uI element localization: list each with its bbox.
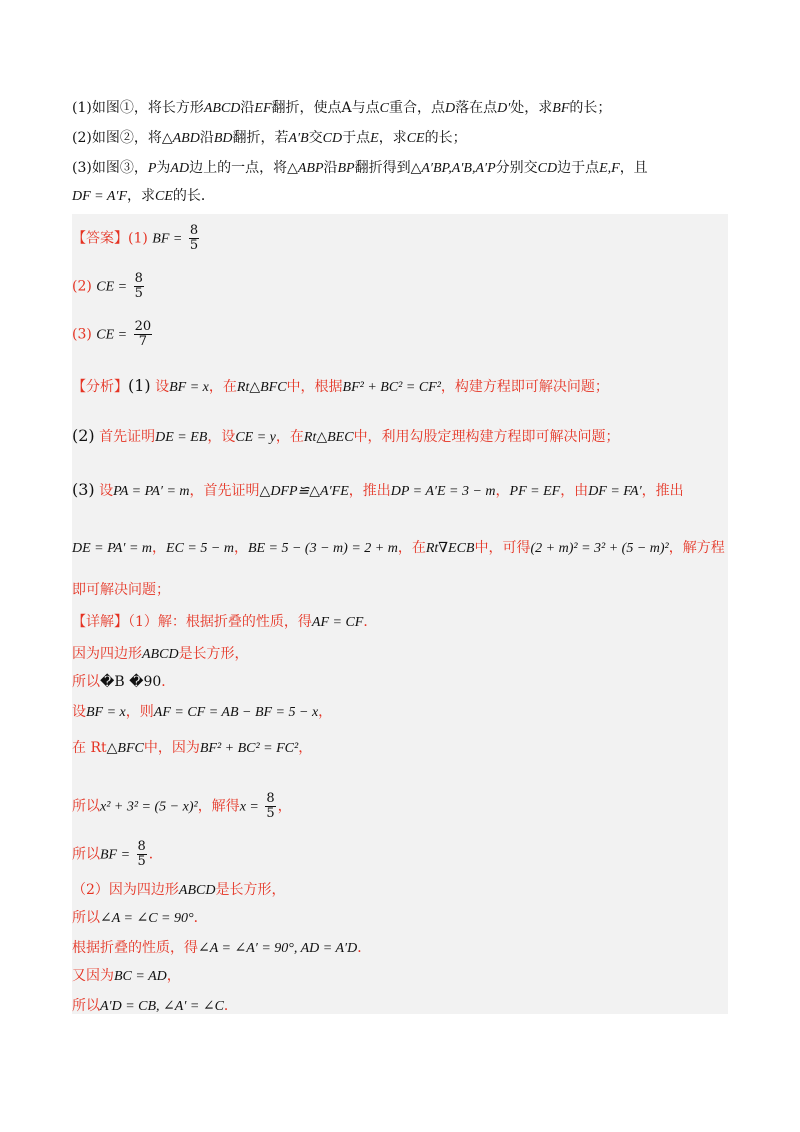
analysis-text: ，由 xyxy=(560,483,589,499)
fraction-denominator: 5 xyxy=(189,238,199,253)
answer-2 xyxy=(72,272,146,301)
analysis-text: ，在 xyxy=(275,429,304,445)
detail-11 xyxy=(72,966,181,987)
q1-text: 的长； xyxy=(569,100,612,116)
q1-math: EF xyxy=(254,101,272,116)
answer-1 xyxy=(72,224,201,253)
analysis-math: DF = FA′ xyxy=(588,484,642,499)
fraction-numerator: 8 xyxy=(134,271,143,286)
fraction xyxy=(134,320,153,349)
detail-math: A′D = CB, ∠A′ = ∠C xyxy=(100,999,224,1014)
analysis-text: 中，利用勾股定理构建方程即可解决问题； xyxy=(353,429,620,445)
fraction-denominator: 5 xyxy=(266,806,275,821)
detail-4 xyxy=(72,702,332,723)
analysis-text: ，设 xyxy=(207,429,236,445)
analysis-3-line-2 xyxy=(72,538,725,559)
analysis-3-line-3 xyxy=(72,580,170,600)
answer-3 xyxy=(72,320,154,349)
analysis-3-line-1 xyxy=(72,480,684,502)
analysis-text: 即可解决问题； xyxy=(72,582,170,598)
analysis-math: BE = 5 − (3 − m) = 2 + m xyxy=(247,541,398,556)
answer-math: CE = xyxy=(96,327,128,343)
fraction-numerator: 20 xyxy=(134,319,152,334)
analysis-math: Rt△BFC xyxy=(236,380,287,395)
detail-math: �B �90 xyxy=(100,674,162,690)
q3-text: 翻折得到 xyxy=(354,160,411,176)
analysis-text: ，在 xyxy=(397,540,426,556)
q1-math: D xyxy=(444,101,456,116)
detail-text: ， xyxy=(318,704,333,720)
analysis-2 xyxy=(72,426,620,448)
fraction xyxy=(189,224,199,253)
q3-math: E,F xyxy=(599,161,620,176)
detail-math: x = xyxy=(239,799,259,815)
q2-text: 翻折，若 xyxy=(232,130,289,146)
detail-text: 中，因为 xyxy=(143,740,200,756)
q2-text: ，求 xyxy=(378,130,407,146)
analysis-text: ， xyxy=(495,483,510,499)
q3-math: BP xyxy=(337,161,355,176)
q3-math: CE xyxy=(155,189,173,204)
detail-text: 是长方形， xyxy=(178,646,249,662)
fraction-numerator: 8 xyxy=(189,223,199,238)
analysis-text: ，解方程 xyxy=(668,540,725,556)
detail-math: ABCD xyxy=(142,647,179,662)
q2-math: CE xyxy=(406,131,425,146)
q1-math: ABCD xyxy=(203,101,241,116)
q1-math: D′ xyxy=(497,101,511,116)
question-3-line-2 xyxy=(72,186,215,207)
detail-math: BF² + BC² = FC² xyxy=(199,741,299,756)
detail-text: 又因为 xyxy=(72,968,114,984)
q3-math: P xyxy=(147,161,157,176)
analysis-math: DP = A′E = 3 − m xyxy=(390,484,496,499)
question-3-line-1 xyxy=(72,158,648,179)
detail-math: AF = CF = AB − BF = 5 − x xyxy=(153,705,319,720)
detail-text: 因为四边形 xyxy=(72,646,142,662)
analysis-text: 中，根据 xyxy=(286,379,343,395)
analysis-text: 首先证明 xyxy=(99,429,156,445)
detail-text: （2）因为四边形 xyxy=(72,882,179,898)
q1-text: 处，求 xyxy=(510,100,553,116)
q3-text: 为 xyxy=(156,160,171,176)
answer-math: CE = xyxy=(96,279,128,295)
detail-text: 所以 xyxy=(72,998,100,1014)
q1-text: (1)如图①，将长方形 xyxy=(72,100,204,116)
detail-text: 所以 xyxy=(72,846,100,863)
analysis-math: Rt△BEC xyxy=(303,430,354,445)
detail-text: 所以 xyxy=(72,674,100,690)
analysis-1 xyxy=(72,376,609,398)
q2-text: 的长； xyxy=(424,130,467,146)
detail-text: 是长方形， xyxy=(215,882,286,898)
q3-text: 的长． xyxy=(172,188,215,204)
q2-text: 交 xyxy=(308,130,323,146)
fraction xyxy=(134,272,144,301)
fraction-denominator: 5 xyxy=(134,286,143,301)
detail-text: ． xyxy=(161,674,176,690)
q3-math: DF = A′F xyxy=(72,189,128,204)
analysis-math: (2 + m)² = 3² + (5 − m)² xyxy=(530,541,669,556)
analysis-text: ， xyxy=(233,540,248,556)
detail-text: 所以 xyxy=(72,910,100,926)
detail-8 xyxy=(72,880,285,901)
fraction-denominator: 7 xyxy=(134,334,153,349)
detail-label: 【详解】 xyxy=(72,614,128,630)
analysis-math: Rt∇ECB xyxy=(425,541,475,556)
q3-text: 边于点 xyxy=(557,160,600,176)
detail-9 xyxy=(72,908,208,929)
fraction-numerator: 8 xyxy=(266,791,275,806)
answer-index: (3) xyxy=(72,326,92,343)
detail-text: ． xyxy=(363,614,378,630)
detail-math: ∠A = ∠A′ = 90°, AD = A′D xyxy=(198,941,358,956)
detail-text: ． xyxy=(357,940,372,956)
analysis-math: DE = PA′ = m xyxy=(72,541,153,556)
detail-7 xyxy=(72,840,163,869)
detail-text: （1）解：根据折叠的性质，得 xyxy=(128,614,312,630)
analysis-text: ，首先证明 xyxy=(189,483,260,499)
q1-text: 落在点 xyxy=(455,100,498,116)
detail-5 xyxy=(72,738,312,759)
analysis-text: ，构建方程即可解决问题； xyxy=(440,379,609,395)
analysis-text: 中，可得 xyxy=(474,540,531,556)
analysis-label: 【分析】 xyxy=(72,379,128,395)
answer-math: BF = xyxy=(152,231,183,247)
q1-text: 重合，点 xyxy=(388,100,445,116)
answer-label: 【答案】 xyxy=(72,230,128,247)
detail-math: ABCD xyxy=(178,883,216,898)
analysis-text: 设 xyxy=(99,483,114,499)
q3-text: ，且 xyxy=(619,160,648,176)
q1-text: 翻折，使点A与点 xyxy=(271,100,380,116)
q3-text: 边上的一点，将 xyxy=(189,160,288,176)
analysis-math: BF² + BC² = CF² xyxy=(342,380,441,395)
q2-math: A′B xyxy=(288,131,309,146)
detail-text: ． xyxy=(148,846,163,863)
q3-text: ，求 xyxy=(127,188,156,204)
detail-text: ， xyxy=(166,968,181,984)
analysis-math: △DFP≌△A′FE xyxy=(259,484,349,499)
analysis-index: (2) xyxy=(72,426,95,445)
q2-text: (2)如图②，将 xyxy=(72,130,162,146)
detail-1 xyxy=(72,612,377,633)
detail-text: 根据折叠的性质，得 xyxy=(72,940,198,956)
detail-3 xyxy=(72,672,175,692)
detail-math: BF = x xyxy=(86,705,126,720)
q3-text: 沿 xyxy=(323,160,338,176)
answer-index: (2) xyxy=(72,278,92,295)
analysis-index: (3) xyxy=(72,480,95,499)
analysis-text: ，推出 xyxy=(348,483,391,499)
analysis-index: (1) xyxy=(128,376,151,395)
detail-10 xyxy=(72,938,371,959)
detail-math: ∠A = ∠C = 90° xyxy=(100,911,194,926)
q3-text: 分别交 xyxy=(495,160,538,176)
question-1 xyxy=(72,98,611,119)
q3-math: CD xyxy=(537,161,558,176)
answer-index: (1) xyxy=(128,230,148,247)
detail-text: 设 xyxy=(72,704,86,720)
fraction-denominator: 5 xyxy=(137,854,146,869)
q2-math: E xyxy=(370,131,379,146)
analysis-math: EC = 5 − m xyxy=(166,541,234,556)
detail-text: 在 Rt xyxy=(72,740,107,756)
q3-math: △A′BP,A′B,A′P xyxy=(410,161,496,176)
detail-text: ，解得 xyxy=(197,798,240,815)
analysis-math: PF = EF xyxy=(509,484,561,499)
analysis-text: ，在 xyxy=(208,379,237,395)
analysis-math: DE = EB xyxy=(155,430,208,445)
analysis-math: PA = PA′ = m xyxy=(113,484,190,499)
analysis-text: 设 xyxy=(155,379,170,395)
detail-12 xyxy=(72,996,238,1017)
detail-text: 所以 xyxy=(72,798,100,815)
question-2 xyxy=(72,128,467,149)
fraction-numerator: 8 xyxy=(137,839,146,854)
q1-math: C xyxy=(379,101,389,116)
detail-2 xyxy=(72,644,249,665)
fraction xyxy=(265,792,275,821)
q3-math: AD xyxy=(170,161,190,176)
detail-6 xyxy=(72,792,292,821)
detail-text: ， xyxy=(277,798,292,815)
q2-math: △ABD xyxy=(161,131,200,146)
analysis-text: ， xyxy=(152,540,167,556)
q2-text: 于点 xyxy=(342,130,371,146)
q1-math: BF xyxy=(552,101,570,116)
analysis-text: ，推出 xyxy=(641,483,684,499)
fraction xyxy=(137,840,147,869)
q2-math: BD xyxy=(213,131,233,146)
q3-text: (3)如图③， xyxy=(72,160,148,176)
analysis-math: BF = x xyxy=(169,380,209,395)
detail-text: ． xyxy=(193,910,208,926)
detail-math: BF = xyxy=(100,847,131,863)
detail-math: AF = CF xyxy=(311,615,364,630)
detail-text: ． xyxy=(223,998,238,1014)
q2-math: CD xyxy=(322,131,343,146)
q2-text: 沿 xyxy=(199,130,214,146)
q1-text: 沿 xyxy=(240,100,255,116)
detail-math: x² + 3² = (5 − x)² xyxy=(100,799,198,815)
detail-math: BC = AD xyxy=(114,969,167,984)
detail-text: ， xyxy=(298,740,313,756)
detail-text: ，则 xyxy=(125,704,154,720)
q3-math: △ABP xyxy=(287,161,324,176)
analysis-math: CE = y xyxy=(235,430,276,445)
detail-math: △BFC xyxy=(106,741,144,756)
